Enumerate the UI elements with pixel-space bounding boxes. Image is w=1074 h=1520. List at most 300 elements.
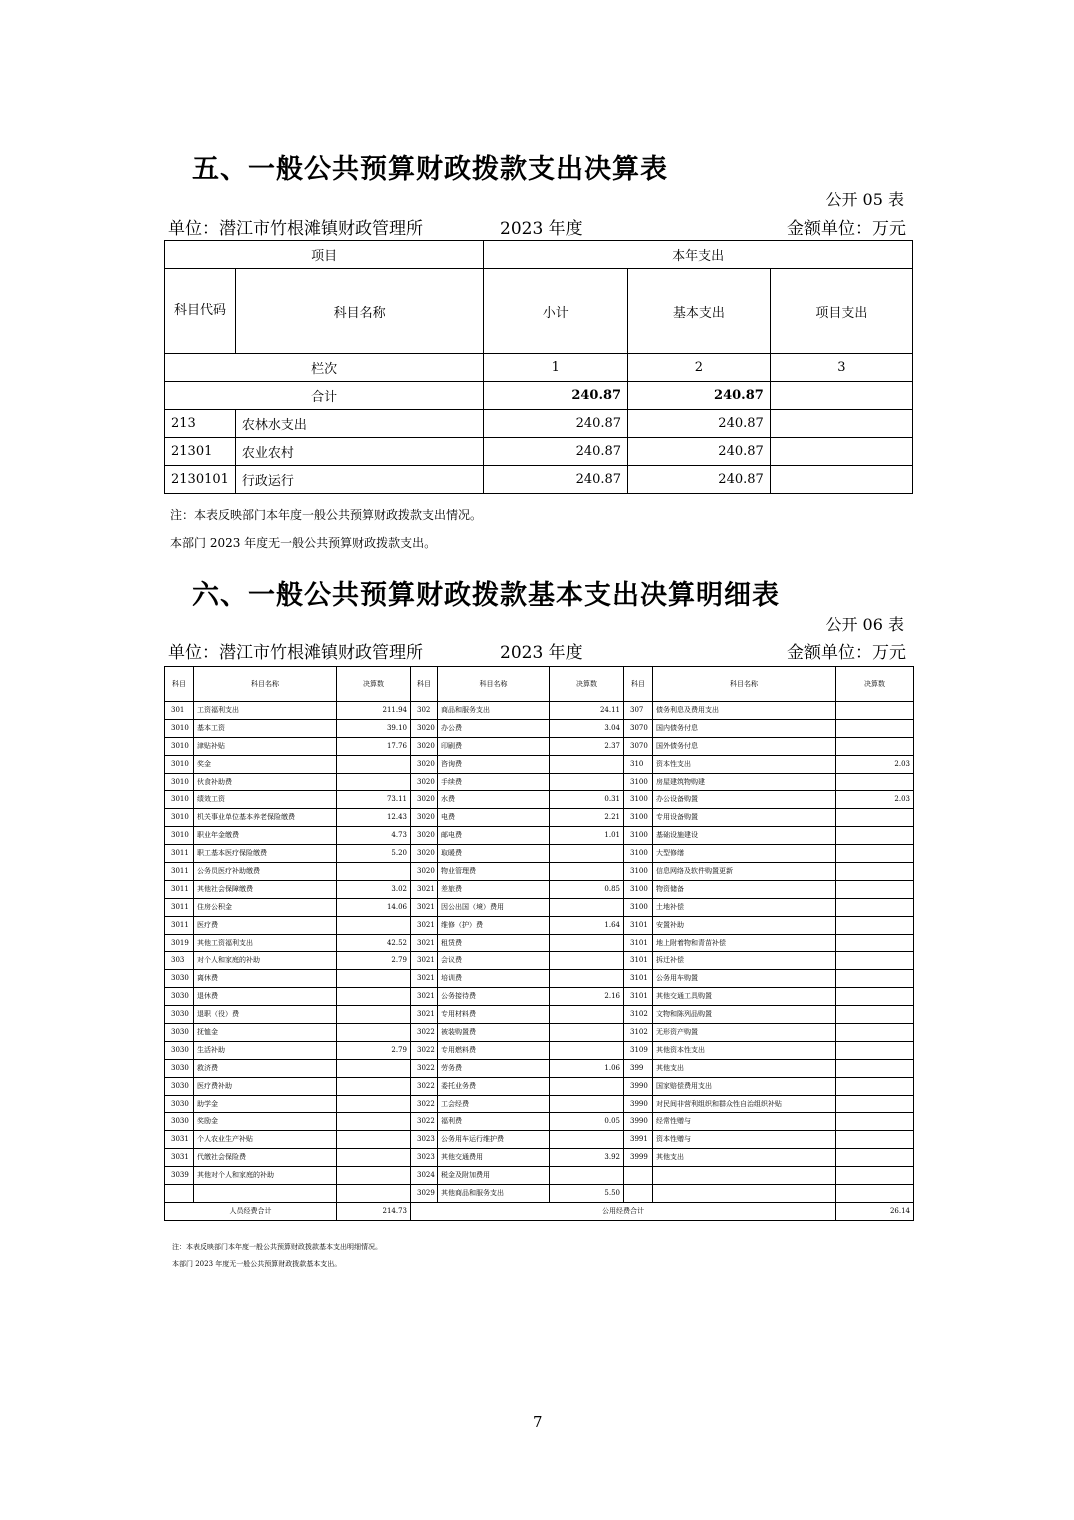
- cell-code-1: 3010: [165, 791, 194, 809]
- cell-code-3: 3100: [624, 898, 653, 916]
- cell-amount-2: 0.85: [550, 880, 624, 898]
- table-row: [165, 702, 914, 720]
- table-row: [165, 1131, 914, 1149]
- cell-name-1: 绩效工资: [194, 791, 337, 809]
- cell-name-1: 助学金: [194, 1095, 337, 1113]
- cell-name-1: 个人农业生产补贴: [194, 1131, 337, 1149]
- cell-amount-1: [337, 755, 411, 773]
- cell-name-1: 离休费: [194, 970, 337, 988]
- cell-code-2: 3020: [411, 791, 438, 809]
- table-row: [165, 952, 914, 970]
- cell-amount-3: [836, 898, 914, 916]
- cell-amount-1: [337, 1077, 411, 1095]
- cell-name-2: 专用材料费: [438, 1006, 550, 1024]
- cell-amount-1: [337, 773, 411, 791]
- cell-name-1: 公务员医疗补助缴费: [194, 863, 337, 881]
- cell-name-3: 土地补偿: [653, 898, 836, 916]
- cell-name-2: 物业管理费: [438, 863, 550, 881]
- header-project: 项目支出: [770, 269, 912, 354]
- cell-amount-1: [337, 1185, 411, 1203]
- cell-name-3: 房屋建筑物购建: [653, 773, 836, 791]
- cell-name-1: 其他对个人和家庭的补助: [194, 1167, 337, 1185]
- row-basic: 240.87: [628, 410, 771, 438]
- total-basic: 240.87: [628, 382, 771, 410]
- cell-amount-1: 42.52: [337, 934, 411, 952]
- row-name: 农业农村: [235, 438, 483, 466]
- cell-name-2: 公务接待费: [438, 988, 550, 1006]
- cell-code-1: 3010: [165, 809, 194, 827]
- cell-code-1: 3011: [165, 845, 194, 863]
- header-subtotal: 小计: [484, 269, 628, 354]
- cell-amount-2: 1.64: [550, 916, 624, 934]
- cell-code-2: 3024: [411, 1167, 438, 1185]
- cell-name-3: 基础设施建设: [653, 827, 836, 845]
- cell-amount-2: 1.06: [550, 1059, 624, 1077]
- table-row: [165, 809, 914, 827]
- cell-name-2: 因公出国（境）费用: [438, 898, 550, 916]
- cell-name-2: 手续费: [438, 773, 550, 791]
- cell-amount-2: 2.16: [550, 988, 624, 1006]
- cell-amount-2: [550, 1095, 624, 1113]
- cell-name-3: 其他支出: [653, 1149, 836, 1167]
- cell-amount-1: [337, 1059, 411, 1077]
- cell-amount-3: [836, 1041, 914, 1059]
- cell-name-3: 其他支出: [653, 1059, 836, 1077]
- cell-amount-1: 14.06: [337, 898, 411, 916]
- cell-name-2: 劳务费: [438, 1059, 550, 1077]
- cell-amount-3: [836, 880, 914, 898]
- cell-amount-3: [836, 773, 914, 791]
- cell-name-2: 税金及附加费用: [438, 1167, 550, 1185]
- cell-code-1: 3011: [165, 916, 194, 934]
- cell-amount-3: [836, 702, 914, 720]
- cell-code-3: 3100: [624, 880, 653, 898]
- cell-name-3: 安置补助: [653, 916, 836, 934]
- cell-name-2: 其他商品和服务支出: [438, 1185, 550, 1203]
- table-row: [165, 755, 914, 773]
- cell-amount-2: [550, 1024, 624, 1042]
- cell-amount-1: [337, 1167, 411, 1185]
- cell-name-2: 维修（护）费: [438, 916, 550, 934]
- cell-code-3: 3070: [624, 737, 653, 755]
- cell-name-1: 退职（役）费: [194, 1006, 337, 1024]
- cell-amount-3: [836, 863, 914, 881]
- cell-amount-2: 24.11: [550, 702, 624, 720]
- cell-name-1: 津贴补贴: [194, 737, 337, 755]
- cell-code-1: 3030: [165, 1041, 194, 1059]
- cell-code-1: 3010: [165, 719, 194, 737]
- cell-amount-2: 0.05: [550, 1113, 624, 1131]
- row-basic: 240.87: [628, 466, 771, 494]
- cell-amount-2: [550, 970, 624, 988]
- cell-amount-1: [337, 916, 411, 934]
- cell-name-2: 差旅费: [438, 880, 550, 898]
- cell-name-2: 其他交通费用: [438, 1149, 550, 1167]
- cell-name-3: 对民间非营利组织和群众性自治组织补贴: [653, 1095, 836, 1113]
- cell-code-2: 3022: [411, 1095, 438, 1113]
- cell-code-2: 3022: [411, 1113, 438, 1131]
- cell-amount-2: 2.21: [550, 809, 624, 827]
- cell-amount-1: [337, 1024, 411, 1042]
- cell-code-3: 3999: [624, 1149, 653, 1167]
- cell-name-1: 奖金: [194, 755, 337, 773]
- row-project: [770, 466, 912, 494]
- cell-name-3: 国内债务付息: [653, 719, 836, 737]
- header-name-3: 科目名称: [653, 667, 836, 702]
- row-project: [770, 410, 912, 438]
- cell-code-1: 3039: [165, 1167, 194, 1185]
- cell-name-1: 退休费: [194, 988, 337, 1006]
- cell-code-3: 3100: [624, 773, 653, 791]
- cell-name-3: [653, 1185, 836, 1203]
- table-row: [165, 863, 914, 881]
- cell-name-1: 机关事业单位基本养老保险缴费: [194, 809, 337, 827]
- cell-code-3: 3101: [624, 952, 653, 970]
- cell-code-2: 3022: [411, 1059, 438, 1077]
- header-name: 科目名称: [235, 269, 483, 354]
- cell-code-2: 3020: [411, 719, 438, 737]
- cell-amount-2: 1.01: [550, 827, 624, 845]
- section6-title: 六、一般公共预算财政拨款基本支出决算明细表: [192, 580, 780, 611]
- cell-amount-3: [836, 1059, 914, 1077]
- cell-name-1: 职业年金缴费: [194, 827, 337, 845]
- cell-amount-2: [550, 845, 624, 863]
- section6-money-unit: 金额单位：万元: [787, 643, 906, 663]
- section6-note2: 本部门 2023 年度无一般公共预算财政拨款基本支出。: [172, 1260, 342, 1268]
- cell-amount-3: 2.03: [836, 755, 914, 773]
- cell-name-3: 拆迁补偿: [653, 952, 836, 970]
- cell-code-1: 3030: [165, 988, 194, 1006]
- header-code-1: 科目: [165, 667, 194, 702]
- cell-name-1: 对个人和家庭的补助: [194, 952, 337, 970]
- header-column-index: 栏次: [165, 354, 484, 382]
- cell-amount-3: [836, 719, 914, 737]
- section6-unit-line: [168, 638, 906, 662]
- cell-code-2: 3022: [411, 1041, 438, 1059]
- cell-amount-2: [550, 934, 624, 952]
- cell-amount-2: 2.37: [550, 737, 624, 755]
- cell-name-2: 培训费: [438, 970, 550, 988]
- cell-code-2: 3021: [411, 898, 438, 916]
- table-row: [165, 845, 914, 863]
- cell-code-1: 3030: [165, 1095, 194, 1113]
- cell-name-2: 工会经费: [438, 1095, 550, 1113]
- header-amount-3: 决算数: [836, 667, 914, 702]
- cell-amount-1: [337, 970, 411, 988]
- cell-amount-2: [550, 863, 624, 881]
- personnel-total-label: 人员经费合计: [165, 1202, 337, 1220]
- cell-amount-3: [836, 1095, 914, 1113]
- cell-name-1: 抚恤金: [194, 1024, 337, 1042]
- cell-amount-2: [550, 755, 624, 773]
- cell-amount-3: [836, 809, 914, 827]
- cell-name-1: 其他社会保障缴费: [194, 880, 337, 898]
- section5-table: [164, 240, 913, 494]
- table-row: [165, 438, 913, 466]
- public-total-label: 公用经费合计: [411, 1202, 836, 1220]
- cell-name-2: 办公费: [438, 719, 550, 737]
- section5-note1: 注：本表反映部门本年度一般公共预算财政拨款支出情况。: [170, 508, 483, 522]
- header-idx1: 1: [484, 354, 628, 382]
- table-row: [165, 1059, 914, 1077]
- cell-code-2: 3020: [411, 755, 438, 773]
- cell-amount-2: [550, 1006, 624, 1024]
- cell-amount-1: [337, 1149, 411, 1167]
- cell-amount-1: 3.02: [337, 880, 411, 898]
- cell-code-2: 3020: [411, 737, 438, 755]
- cell-name-3: 办公设备购置: [653, 791, 836, 809]
- cell-code-3: 3101: [624, 934, 653, 952]
- header-code-3: 科目: [624, 667, 653, 702]
- cell-amount-3: [836, 1149, 914, 1167]
- table-row: [165, 1113, 914, 1131]
- section6-unit: 单位：潜江市竹根滩镇财政管理所: [168, 643, 423, 663]
- cell-name-3: 地上附着物和青苗补偿: [653, 934, 836, 952]
- cell-amount-1: [337, 863, 411, 881]
- cell-code-3: 3100: [624, 827, 653, 845]
- cell-code-3: 3101: [624, 988, 653, 1006]
- cell-name-1: 基本工资: [194, 719, 337, 737]
- cell-amount-3: [836, 970, 914, 988]
- cell-code-3: [624, 1167, 653, 1185]
- cell-code-1: 3011: [165, 898, 194, 916]
- section5-unit-line: [168, 214, 906, 238]
- cell-code-3: 3070: [624, 719, 653, 737]
- cell-code-1: 3031: [165, 1149, 194, 1167]
- cell-code-2: 3021: [411, 988, 438, 1006]
- cell-name-1: 职工基本医疗保险缴费: [194, 845, 337, 863]
- table-row: [165, 1149, 914, 1167]
- cell-amount-1: 5.20: [337, 845, 411, 863]
- cell-code-3: 3100: [624, 863, 653, 881]
- table-row: [165, 737, 914, 755]
- cell-code-1: 3019: [165, 934, 194, 952]
- cell-amount-3: [836, 1113, 914, 1131]
- cell-name-3: 信息网络及软件购置更新: [653, 863, 836, 881]
- row-project: [770, 438, 912, 466]
- cell-amount-3: [836, 1077, 914, 1095]
- cell-name-3: 其他交通工具购置: [653, 988, 836, 1006]
- cell-amount-3: [836, 934, 914, 952]
- cell-name-3: 文物和陈列品购置: [653, 1006, 836, 1024]
- cell-code-3: 310: [624, 755, 653, 773]
- cell-amount-2: [550, 1131, 624, 1149]
- cell-amount-3: [836, 1024, 914, 1042]
- cell-code-1: 3030: [165, 1024, 194, 1042]
- table-row: [165, 934, 914, 952]
- row-subtotal: 240.87: [484, 466, 628, 494]
- page-number: 7: [533, 1413, 543, 1431]
- cell-amount-1: 73.11: [337, 791, 411, 809]
- cell-name-1: 工资福利支出: [194, 702, 337, 720]
- table-row: [165, 970, 914, 988]
- cell-name-2: 福利费: [438, 1113, 550, 1131]
- header-item: 项目: [165, 241, 484, 269]
- cell-amount-3: [836, 916, 914, 934]
- cell-name-3: 专用设备购置: [653, 809, 836, 827]
- section5-money-unit: 金额单位：万元: [787, 219, 906, 239]
- cell-name-3: 其他资本性支出: [653, 1041, 836, 1059]
- table-row: [165, 827, 914, 845]
- cell-code-2: 3021: [411, 1006, 438, 1024]
- cell-amount-2: 5.50: [550, 1185, 624, 1203]
- cell-amount-1: 4.73: [337, 827, 411, 845]
- row-name: 农林水支出: [235, 410, 483, 438]
- section5-year: 2023 年度: [500, 219, 583, 239]
- cell-name-3: 国家赔偿费用支出: [653, 1077, 836, 1095]
- cell-code-2: 3021: [411, 952, 438, 970]
- header-amount-2: 决算数: [550, 667, 624, 702]
- cell-code-2: 3020: [411, 809, 438, 827]
- cell-code-3: 3102: [624, 1024, 653, 1042]
- cell-amount-1: 211.94: [337, 702, 411, 720]
- cell-amount-3: [836, 1006, 914, 1024]
- table-row: [165, 773, 914, 791]
- cell-name-2: 委托业务费: [438, 1077, 550, 1095]
- cell-name-3: 物资储备: [653, 880, 836, 898]
- header-idx3: 3: [770, 354, 912, 382]
- cell-code-2: 3023: [411, 1149, 438, 1167]
- cell-code-2: 3020: [411, 827, 438, 845]
- cell-name-1: 住房公积金: [194, 898, 337, 916]
- cell-amount-2: [550, 773, 624, 791]
- cell-amount-2: [550, 1167, 624, 1185]
- cell-code-1: 303: [165, 952, 194, 970]
- cell-name-1: 救济费: [194, 1059, 337, 1077]
- cell-name-3: 大型修缮: [653, 845, 836, 863]
- cell-name-3: 债务利息及费用支出: [653, 702, 836, 720]
- cell-name-3: 资本性赠与: [653, 1131, 836, 1149]
- cell-code-3: 3100: [624, 845, 653, 863]
- row-subtotal: 240.87: [484, 410, 628, 438]
- total-subtotal: 240.87: [484, 382, 628, 410]
- cell-name-1: [194, 1185, 337, 1203]
- header-code-2: 科目: [411, 667, 438, 702]
- cell-code-1: 3030: [165, 1113, 194, 1131]
- cell-amount-3: [836, 827, 914, 845]
- cell-name-2: 水费: [438, 791, 550, 809]
- cell-code-2: 3021: [411, 970, 438, 988]
- cell-name-2: 电费: [438, 809, 550, 827]
- header-name-1: 科目名称: [194, 667, 337, 702]
- cell-code-1: 3030: [165, 1059, 194, 1077]
- header-name-2: 科目名称: [438, 667, 550, 702]
- cell-name-3: 经常性赠与: [653, 1113, 836, 1131]
- table-row: [165, 719, 914, 737]
- cell-code-2: 302: [411, 702, 438, 720]
- cell-amount-3: [836, 737, 914, 755]
- cell-name-2: 公务用车运行维护费: [438, 1131, 550, 1149]
- section6-year: 2023 年度: [500, 643, 583, 663]
- cell-name-3: 无形资产购置: [653, 1024, 836, 1042]
- cell-amount-1: [337, 1113, 411, 1131]
- cell-code-1: 3010: [165, 773, 194, 791]
- cell-amount-1: 17.76: [337, 737, 411, 755]
- table-row: [165, 916, 914, 934]
- cell-name-3: 国外债务付息: [653, 737, 836, 755]
- cell-code-3: 3991: [624, 1131, 653, 1149]
- table-row: [165, 988, 914, 1006]
- cell-code-3: 3100: [624, 809, 653, 827]
- table-row: [165, 1006, 914, 1024]
- cell-name-1: 医疗费: [194, 916, 337, 934]
- cell-name-1: 医疗费补助: [194, 1077, 337, 1095]
- cell-amount-3: [836, 845, 914, 863]
- cell-amount-1: [337, 988, 411, 1006]
- cell-code-3: 3101: [624, 970, 653, 988]
- row-code: 2130101: [165, 466, 236, 494]
- cell-amount-2: 0.31: [550, 791, 624, 809]
- cell-amount-2: [550, 952, 624, 970]
- section6-table: [164, 666, 914, 1221]
- row-code: 213: [165, 410, 236, 438]
- cell-amount-2: [550, 898, 624, 916]
- cell-name-2: 被装购置费: [438, 1024, 550, 1042]
- section5-title: 五、一般公共预算财政拨款支出决算表: [192, 154, 668, 185]
- header-code: 科目代码: [165, 269, 236, 354]
- public-total: 26.14: [836, 1202, 914, 1220]
- cell-name-2: 租赁费: [438, 934, 550, 952]
- cell-code-3: 3101: [624, 916, 653, 934]
- table-row: [165, 466, 913, 494]
- row-subtotal: 240.87: [484, 438, 628, 466]
- cell-code-2: 3021: [411, 916, 438, 934]
- cell-name-2: 邮电费: [438, 827, 550, 845]
- cell-amount-1: [337, 1006, 411, 1024]
- table-row: [165, 898, 914, 916]
- cell-name-3: 公务用车购置: [653, 970, 836, 988]
- table-row: [165, 1024, 914, 1042]
- cell-code-2: 3020: [411, 863, 438, 881]
- cell-code-1: 3031: [165, 1131, 194, 1149]
- cell-code-3: 307: [624, 702, 653, 720]
- table-row: [165, 791, 914, 809]
- row-name: 行政运行: [235, 466, 483, 494]
- cell-code-1: 3030: [165, 1006, 194, 1024]
- cell-name-2: 咨询费: [438, 755, 550, 773]
- cell-code-2: 3022: [411, 1077, 438, 1095]
- cell-code-3: [624, 1185, 653, 1203]
- cell-code-3: 3102: [624, 1006, 653, 1024]
- header-current-year: 本年支出: [484, 241, 913, 269]
- cell-amount-3: [836, 988, 914, 1006]
- total-project: [770, 382, 912, 410]
- cell-name-2: 会议费: [438, 952, 550, 970]
- cell-amount-2: 3.92: [550, 1149, 624, 1167]
- cell-code-3: 3109: [624, 1041, 653, 1059]
- cell-code-1: 3030: [165, 970, 194, 988]
- table-row: [165, 1041, 914, 1059]
- table-row: [165, 1185, 914, 1203]
- section6-form-no: 公开 06 表: [825, 615, 904, 634]
- section5-unit: 单位：潜江市竹根滩镇财政管理所: [168, 219, 423, 239]
- cell-code-2: 3029: [411, 1185, 438, 1203]
- cell-amount-1: 39.10: [337, 719, 411, 737]
- cell-amount-1: [337, 1131, 411, 1149]
- cell-code-2: 3023: [411, 1131, 438, 1149]
- cell-name-2: 印刷费: [438, 737, 550, 755]
- header-amount-1: 决算数: [337, 667, 411, 702]
- cell-code-3: 3990: [624, 1077, 653, 1095]
- cell-amount-2: 3.04: [550, 719, 624, 737]
- cell-amount-3: [836, 1185, 914, 1203]
- personnel-total: 214.73: [337, 1202, 411, 1220]
- section5-form-no: 公开 05 表: [825, 190, 904, 209]
- cell-code-1: 3011: [165, 880, 194, 898]
- cell-amount-3: [836, 1131, 914, 1149]
- cell-code-3: 3990: [624, 1113, 653, 1131]
- cell-name-2: 商品和服务支出: [438, 702, 550, 720]
